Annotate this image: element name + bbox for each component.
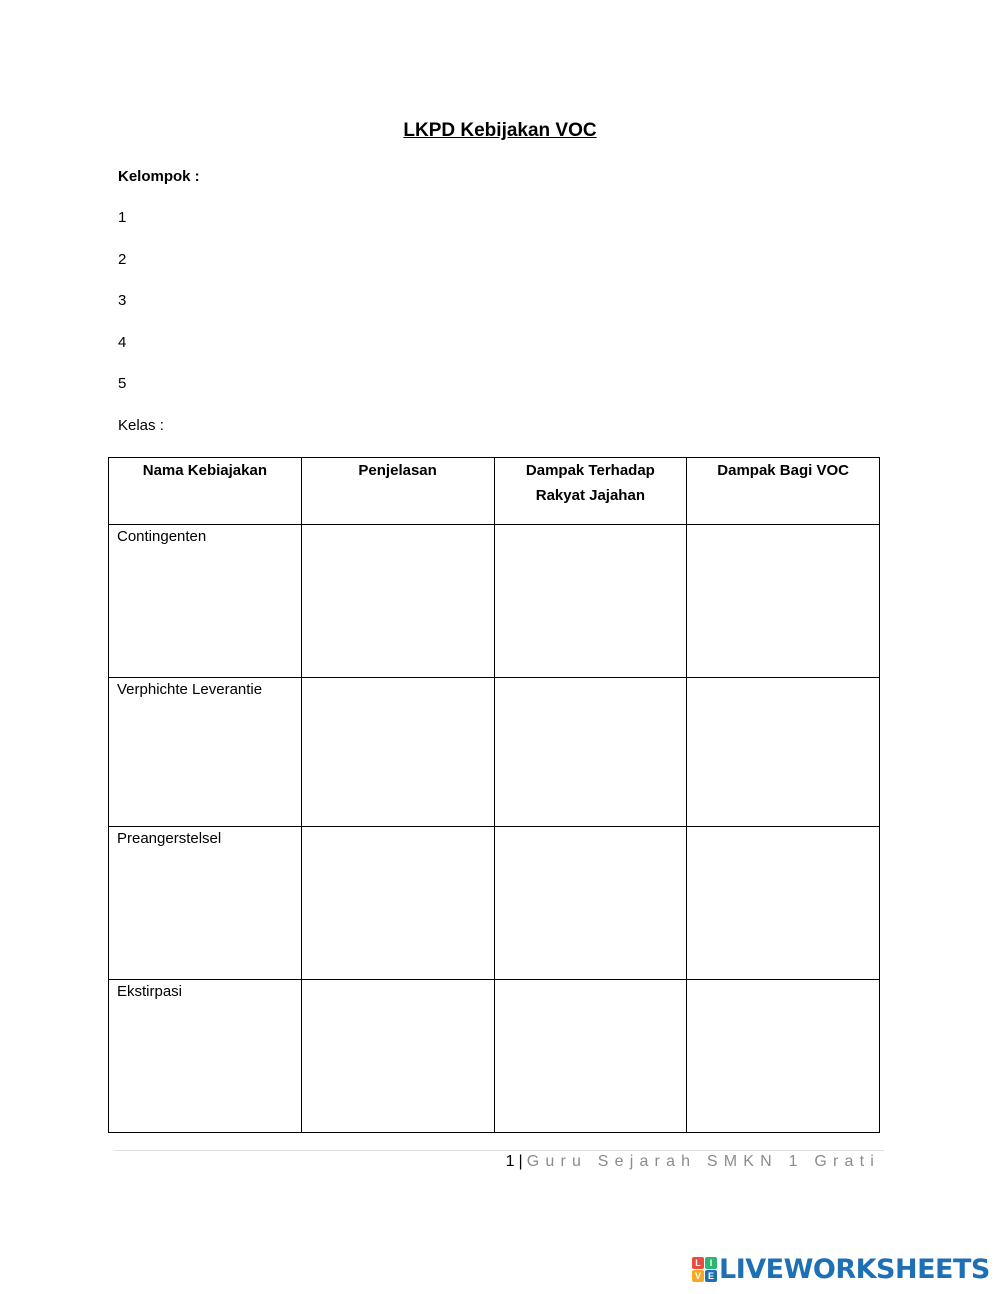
page-number: 1: [505, 1153, 515, 1170]
dampak-rakyat-cell[interactable]: [494, 980, 687, 1133]
table-row: [109, 980, 880, 1133]
member-line-2: 2: [118, 251, 127, 268]
dampak-rakyat-cell[interactable]: [494, 827, 687, 980]
dampak-rakyat-cell[interactable]: [494, 678, 687, 827]
table-header-row: [109, 458, 880, 525]
kelompok-label: Kelompok :: [118, 168, 200, 185]
policy-name-cell: Contingenten: [109, 525, 302, 678]
header-penjelasan: Penjelasan: [301, 458, 494, 525]
brand-name: LIVEWORKSHEETS: [719, 1253, 990, 1285]
penjelasan-cell[interactable]: [301, 827, 494, 980]
dampak-voc-cell[interactable]: [687, 525, 880, 678]
footer-divider: [114, 1150, 884, 1151]
logo-letter-v: V: [692, 1270, 704, 1282]
policy-name-cell: Ekstirpasi: [109, 980, 302, 1133]
dampak-voc-cell[interactable]: [687, 980, 880, 1133]
logo-letter-l: L: [692, 1257, 704, 1269]
kelas-label: Kelas :: [118, 417, 164, 434]
liveworksheets-logo[interactable]: [692, 1254, 990, 1284]
header-dampak-rakyat: Dampak Terhadap Rakyat Jajahan: [494, 458, 687, 525]
table-row: [109, 827, 880, 980]
member-line-5: 5: [118, 375, 127, 392]
footer-separator: |: [518, 1153, 523, 1170]
penjelasan-cell[interactable]: [301, 980, 494, 1133]
document-title: LKPD Kebijakan VOC: [403, 120, 597, 141]
table-row: [109, 525, 880, 678]
table-row: [109, 678, 880, 827]
member-line-3: 3: [118, 292, 127, 309]
dampak-rakyat-cell[interactable]: [494, 525, 687, 678]
header-dampak-voc: Dampak Bagi VOC: [687, 458, 880, 525]
policy-table: [108, 457, 880, 1133]
policy-name-cell: Preangerstelsel: [109, 827, 302, 980]
member-line-4: 4: [118, 334, 127, 351]
logo-letter-e: E: [705, 1270, 717, 1282]
dampak-voc-cell[interactable]: [687, 678, 880, 827]
dampak-voc-cell[interactable]: [687, 827, 880, 980]
page-footer: [506, 1153, 880, 1171]
live-icon: [692, 1257, 717, 1282]
footer-text: Guru Sejarah SMKN 1 Grati: [526, 1153, 880, 1170]
header-nama-kebijakan: Nama Kebiajakan: [109, 458, 302, 525]
policy-name-cell: Verphichte Leverantie: [109, 678, 302, 827]
member-line-1: 1: [118, 209, 127, 226]
penjelasan-cell[interactable]: [301, 678, 494, 827]
penjelasan-cell[interactable]: [301, 525, 494, 678]
logo-letter-i: I: [705, 1257, 717, 1269]
